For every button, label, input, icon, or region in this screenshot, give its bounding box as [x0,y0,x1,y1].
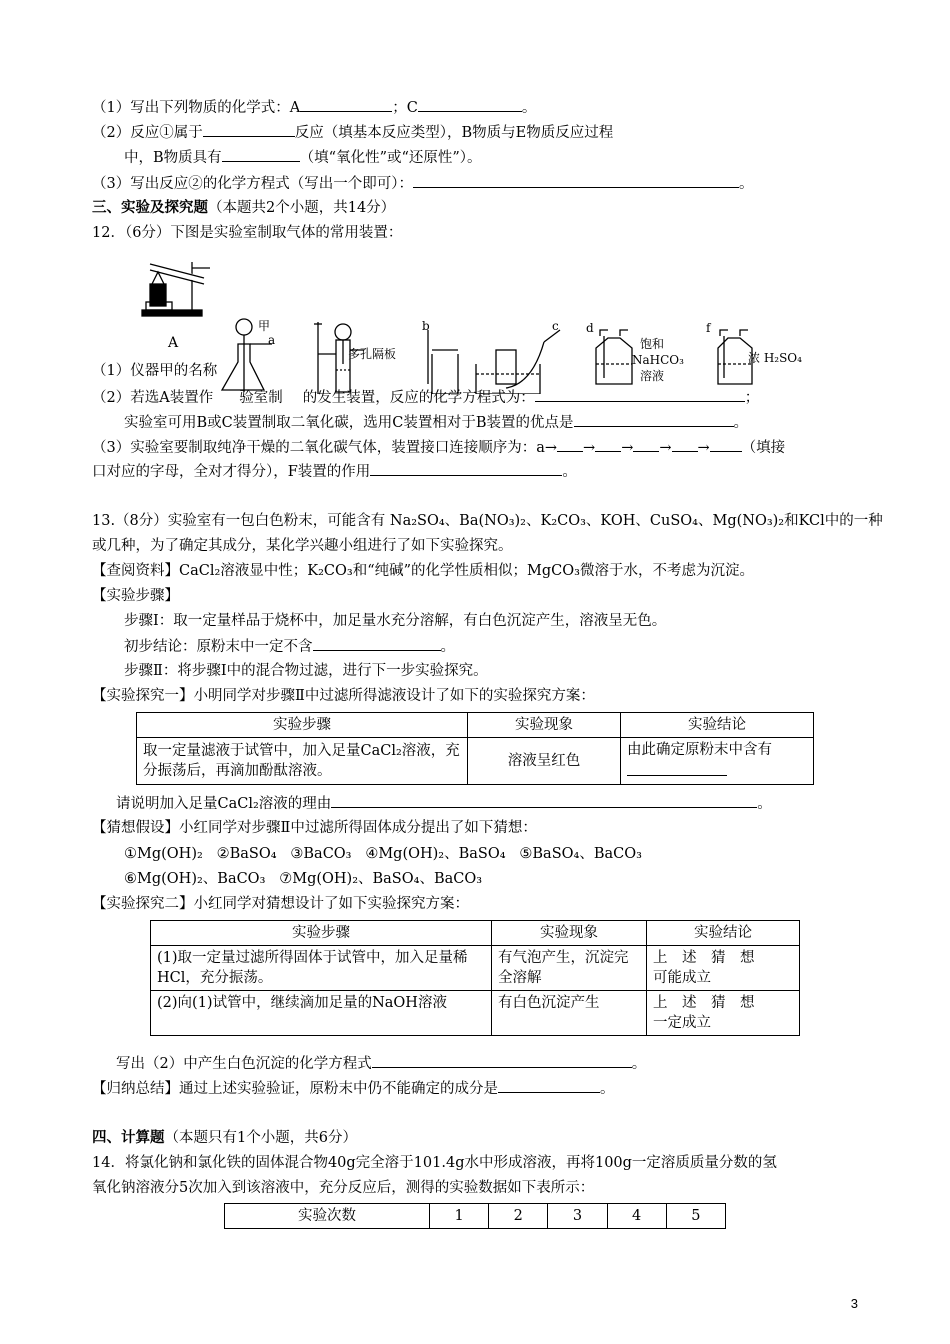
table-cell: 2 [489,1204,548,1229]
answer-blank[interactable] [710,436,742,452]
q13-steps-title: 【实验步骤】 [92,588,179,604]
q13-guesses-row1: ①Mg(OH)₂ ②BaSO₄ ③BaCO₃ ④Mg(OH)₂、BaSO₄ ⑤BaSO₄、BaCO₃ [124,846,642,862]
table-cell: (1)取一定量过滤所得固体于试管中，加入足量稀HCl，充分振荡。 [151,946,492,991]
answer-blank[interactable] [370,460,562,476]
answer-blank[interactable] [498,1077,600,1093]
table-q14 [224,1203,726,1229]
answer-blank[interactable] [633,436,659,452]
table-cell: 有白色沉淀产生 [492,991,647,1036]
apparatus-a [142,262,210,316]
table-row [225,1204,726,1229]
q12-intro: 12．（6分）下图是实验室制取气体的常用装置： [92,225,403,241]
label-port-f: f [706,321,711,335]
answer-blank[interactable] [203,121,295,137]
label-saturated: 饱和 [640,337,665,351]
q11-part2: （2）反应①属于 反应（填基本反应类型），B物质与E物质反应过程 [92,121,613,144]
label-port-b: b [422,319,430,333]
q13-guess: 【猜想假设】小红同学对步骤Ⅱ中过滤所得固体成分提出了如下猜想： [92,820,537,836]
q12-part2: （2）若选A装置作 验室制 的发生装置，反应的化学方程式为： ； [92,386,759,409]
q13-explore2: 【实验探究二】小红同学对猜想设计了如下实验探究方案： [92,896,469,912]
table-row [151,946,800,991]
table-header: 实验结论 [621,713,814,738]
q11-part3: （3）写出反应②的化学方程式（写出一个即可）： 。 [92,172,753,195]
table-row [137,738,814,785]
table-header: 实验现象 [492,921,647,946]
table-cell: (2)向(1)试管中，继续滴加足量的NaOH溶液 [151,991,492,1036]
answer-blank[interactable] [331,792,757,808]
table-header: 实验结论 [647,921,800,946]
answer-blank[interactable] [574,411,734,427]
q13-info: 【查阅资料】CaCl₂溶液显中性；K₂CO₃和“纯碱”的化学性质相似；MgCO₃微溶于水，不考虑为沉淀。 [92,563,754,579]
answer-blank[interactable] [413,172,739,188]
table-explore1 [136,712,814,785]
q14-text: 14．将氯化钠和氯化铁的固体混合物40g完全溶于101.4g水中形成溶液，再将100g一定溶质质量分数的氢 [92,1155,777,1171]
q13-conclusion: 初步结论：原粉末中一定不含 。 [124,635,455,658]
table-cell: 有气泡产生，沉淀完全溶解 [492,946,647,991]
label-port-c: c [552,319,559,333]
q12-part3-cont: 口对应的字母，全对才得分），F装置的作用 。 [92,460,577,483]
q11-part1: （1）写出下列物质的化学式：A ；C 。 [92,96,536,119]
table-header-row [151,921,800,946]
apparatus-g [718,330,752,384]
table-explore2 [150,920,800,1036]
apparatus-e [476,330,560,394]
answer-blank[interactable] [595,436,621,452]
label-port-d: d [586,321,594,335]
label-porous: 多孔隔板 [348,347,397,361]
table-cell: 1 [430,1204,489,1229]
q13-intro: 13.（8分）实验室有一包白色粉末，可能含有 Na₂SO₄、Ba(NO₃)₂、K₂CO₃、KOH、CuSO₄、Mg(NO₃)₂和KCl中的一种 [92,513,883,529]
table-header-row [137,713,814,738]
table-header: 实验步骤 [137,713,468,738]
table-cell: 取一定量滤液于试管中，加入足量CaCl₂溶液，充分振荡后，再滴加酚酞溶液。 [137,738,468,785]
q14-text-cont: 氧化钠溶液分5次加入到该溶液中，充分反应后，测得的实验数据如下表所示： [92,1180,595,1196]
label-nahco3: NaHCO₃ [632,353,684,367]
q12-part3: （3）实验室要制取纯净干燥的二氧化碳气体，装置接口连接顺序为：a→ → → → → （填接 [92,436,785,459]
table-header: 实验步骤 [151,921,492,946]
answer-blank[interactable] [372,1052,632,1068]
answer-blank[interactable] [300,96,392,112]
label-h2so4: 浓 H₂SO₄ [748,351,802,365]
table-row [151,991,800,1036]
table-cell: 上 述 猜 想 一定成立 [647,991,800,1036]
table-cell: 5 [666,1204,725,1229]
q13-explore1: 【实验探究一】小明同学对步骤Ⅱ中过滤所得滤液设计了如下的实验探究方案： [92,688,595,704]
q13-step1: 步骤Ⅰ：取一定量样品于烧杯中，加足量水充分溶解，有白色沉淀产生，溶液呈无色。 [124,613,667,629]
answer-blank[interactable] [672,436,698,452]
apparatus-d [428,330,458,394]
table-header: 实验次数 [225,1204,430,1229]
label-a: A [168,335,179,351]
page-number: 3 [850,1296,858,1311]
table-cell: 3 [548,1204,607,1229]
q13-reason: 请说明加入足量CaCl₂溶液的理由 。 [116,792,772,815]
section-title: 三、实验及探究题（本题共2个小题，共14分） [92,199,396,216]
q12-part1: （1）仪器甲的名称 [92,363,218,379]
section-title: 四、计算题（本题只有1个小题，共6分） [92,1129,357,1146]
q11-part2-cont: 中，B物质具有 （填“氧化性”或“还原性”）。 [124,146,482,169]
apparatus-f [596,330,632,384]
q13-intro-cont: 或几种，为了确定其成分，某化学兴趣小组进行了如下实验探究。 [92,538,513,554]
label-jia: 甲 [258,319,271,333]
answer-blank[interactable] [418,96,522,112]
answer-blank[interactable] [535,386,745,402]
table-cell: 由此确定原粉末中含有 [621,738,814,785]
answer-blank[interactable] [557,436,583,452]
answer-blank[interactable] [222,146,300,162]
table-cell: 4 [607,1204,666,1229]
answer-blank[interactable] [313,635,441,651]
table-cell: 溶液呈红色 [468,738,621,785]
answer-blank[interactable] [627,760,727,776]
q13-step2: 步骤Ⅱ：将步骤Ⅰ中的混合物过滤，进行下一步实验探究。 [124,663,488,679]
q12-part2-cont: 实验室可用B或C装置制取二氧化碳，选用C装置相对于B装置的优点是 。 [124,411,748,434]
table-header: 实验现象 [468,713,621,738]
q13-equation: 写出（2）中产生白色沉淀的化学方程式 。 [116,1052,646,1075]
table-cell: 上 述 猜 想 可能成立 [647,946,800,991]
q13-summary: 【归纳总结】通过上述实验验证，原粉末中仍不能确定的成分是 。 [92,1077,615,1100]
label-solution: 溶液 [640,369,665,383]
q13-guesses-row2: ⑥Mg(OH)₂、BaCO₃ ⑦Mg(OH)₂、BaSO₄、BaCO₃ [124,871,483,887]
label-port-a: a [268,333,276,347]
